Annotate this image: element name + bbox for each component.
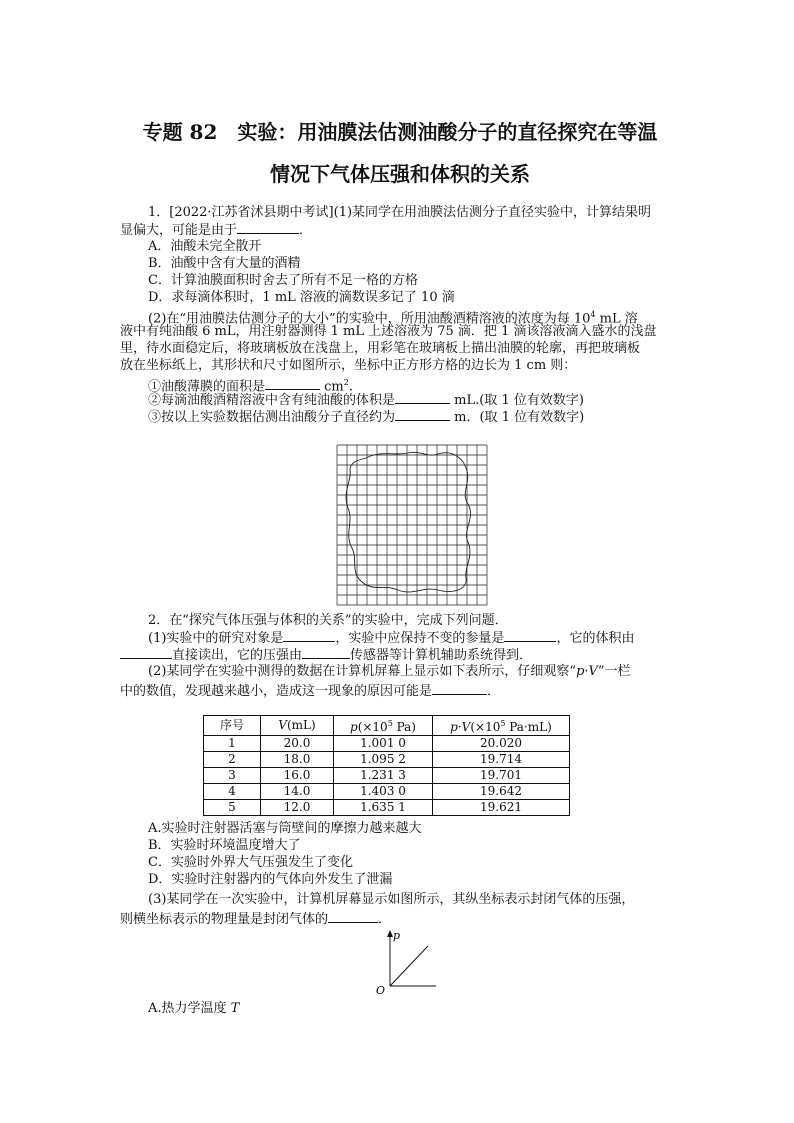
unit-part: (×10 bbox=[357, 720, 388, 734]
q2-line3-text: 直接读出，它的压强由 bbox=[172, 648, 303, 663]
q2-part3-line1: (3)某同学在一次实验中，计算机屏幕显示如图所示，其纵坐标表示封闭气体的压强， bbox=[148, 892, 635, 907]
unit-part: Pa·mL) bbox=[505, 720, 552, 734]
cell-pv: 19.714 bbox=[433, 752, 570, 768]
unit-ml: (mL) bbox=[286, 718, 316, 732]
q1-sub2 bbox=[148, 391, 680, 409]
cell-volume: 20.0 bbox=[261, 736, 334, 752]
superscript: 4 bbox=[590, 310, 596, 319]
cell-index: 2 bbox=[204, 752, 261, 768]
answer-blank[interactable] bbox=[120, 646, 172, 659]
q2-line3-end: 传感器等计算机辅助系统得到． bbox=[350, 648, 533, 663]
table-row bbox=[204, 768, 570, 784]
q2-line3 bbox=[120, 646, 680, 664]
q1-option-d: D．求每滴体积时，1 mL 溶液的滴数误多记了 10 滴 bbox=[148, 290, 455, 305]
superscript: 2 bbox=[343, 378, 349, 387]
q2-line5 bbox=[120, 682, 680, 700]
page-title-line1: 专题 82 实验：用油膜法估测油酸分子的直径探究在等温 bbox=[142, 120, 658, 144]
pressure-volume-table bbox=[203, 715, 570, 816]
answer-blank[interactable] bbox=[328, 910, 378, 923]
cell-index: 3 bbox=[204, 768, 261, 784]
superscript: 5 bbox=[500, 719, 506, 728]
cell-pv: 19.701 bbox=[433, 768, 570, 784]
sub2-text: ②每滴油酸酒精溶液中含有纯油酸的体积是 bbox=[148, 393, 396, 408]
answer-blank[interactable] bbox=[395, 408, 450, 421]
symbol-t: T bbox=[230, 1001, 240, 1016]
oil-film-outline bbox=[346, 452, 470, 592]
origin-label: O bbox=[376, 984, 386, 996]
cell-volume: 16.0 bbox=[261, 768, 334, 784]
q2-part3-end: ． bbox=[378, 912, 392, 927]
q2-option-d: D．实验时注射器内的气体向外发生了泄漏 bbox=[148, 872, 393, 887]
cell-pressure: 1.231 3 bbox=[334, 768, 433, 784]
grid-lines bbox=[337, 445, 487, 605]
superscript: 5 bbox=[387, 719, 393, 728]
answer-blank[interactable] bbox=[302, 646, 350, 659]
cell-volume: 18.0 bbox=[261, 752, 334, 768]
q2-line4-text: (2)某同学在实验中测得的数据在计算机屏幕上显示如下表所示，仔细观察“ bbox=[148, 664, 577, 679]
q1-option-c: C．计算油膜面积时舍去了所有不足一格的方格 bbox=[148, 273, 418, 288]
cell-volume: 14.0 bbox=[261, 784, 334, 800]
unit-part: (×10 bbox=[470, 720, 501, 734]
symbol-pv: p·V bbox=[450, 720, 471, 734]
q2-line2 bbox=[148, 629, 680, 647]
cell-index: 4 bbox=[204, 784, 261, 800]
q2-line2-end: ，它的体积由 bbox=[556, 631, 635, 646]
proportional-line bbox=[390, 946, 428, 986]
q2-line2-mid: ，实验中应保持不变的参量是 bbox=[335, 631, 505, 646]
answer-blank[interactable] bbox=[432, 682, 487, 695]
cell-pressure: 1.095 2 bbox=[334, 752, 433, 768]
cell-index: 5 bbox=[204, 800, 261, 816]
table-header-row bbox=[204, 716, 570, 736]
q1-line2-end: ． bbox=[299, 223, 313, 238]
q2-line5-end: ． bbox=[487, 684, 501, 699]
symbol-p: p bbox=[350, 720, 358, 734]
table-row bbox=[204, 800, 570, 816]
q2-option-c: C．实验时外界大气压强发生了变化 bbox=[148, 855, 353, 870]
q1-part2-line4: 放在坐标纸上，其形状和尺寸如图所示，坐标中正方形方格的边长为 1 cm 则： bbox=[120, 358, 577, 373]
unit: cm bbox=[324, 379, 344, 395]
sub1-text: ①油酸薄膜的面积是 bbox=[148, 379, 266, 395]
q1-part2-line3: 里，待水面稳定后，将玻璃板放在浅盘上，用彩笔在玻璃板上描出油膜的轮廓，再把玻璃板 bbox=[120, 341, 641, 356]
answer-blank[interactable] bbox=[237, 221, 299, 234]
cell-index: 1 bbox=[204, 736, 261, 752]
q1-part2-line2: 液中有纯油酸 6 mL，用注射器测得 1 mL 上述溶液为 75 滴．把 1 滴该溶液滴入盛水的浅盘 bbox=[120, 324, 657, 339]
q1-line2-text: 显偏大，可能是由于 bbox=[120, 223, 238, 238]
q1-line2 bbox=[120, 221, 680, 239]
cell-volume: 12.0 bbox=[261, 800, 334, 816]
header-volume bbox=[261, 716, 334, 736]
unit-part: Pa) bbox=[392, 720, 416, 734]
q2-option-b: B．实验时环境温度增大了 bbox=[148, 838, 301, 853]
sub3-end: m．(取 1 位有效数字) bbox=[454, 410, 585, 425]
page-title-line2: 情况下气体压强和体积的关系 bbox=[270, 162, 530, 186]
q1-line1: 1．[2022·江苏省沭县期中考试](1)某同学在用油膜法估测分子直径实验中，计算结果明 bbox=[148, 205, 652, 220]
table-row bbox=[204, 784, 570, 800]
period: . bbox=[348, 379, 353, 395]
oil-film-grid-figure bbox=[336, 444, 488, 606]
q2-line5-text: 中的数值，发现越来越小，造成这一现象的原因可能是 bbox=[120, 684, 433, 699]
header-pressure bbox=[334, 716, 433, 736]
cell-pressure: 1.001 0 bbox=[334, 736, 433, 752]
cell-pv: 20.020 bbox=[433, 736, 570, 752]
answer-a-text: A.热力学温度 bbox=[148, 1001, 231, 1016]
sub2-end: mL.(取 1 位有效数字) bbox=[454, 393, 584, 408]
q1-part2-text: (2)在“用油膜法估测分子的大小”的实验中，所用油酸酒精溶液的浓度为每 10 bbox=[148, 311, 591, 327]
q2-line2-text: (1)实验中的研究对象是 bbox=[148, 631, 284, 646]
q2-part3-text: 则横坐标表示的物理量是封闭气体的 bbox=[120, 912, 329, 927]
q1-option-b: B．油酸中含有大量的酒精 bbox=[148, 256, 301, 271]
q2-line4-end: ”一栏 bbox=[597, 664, 631, 679]
cell-pv: 19.642 bbox=[433, 784, 570, 800]
q2-line1: 2．在“探究气体压强与体积的关系”的实验中，完成下列问题． bbox=[148, 613, 508, 628]
table-row bbox=[204, 752, 570, 768]
cell-pressure: 1.403 0 bbox=[334, 784, 433, 800]
q2-line4 bbox=[148, 663, 680, 680]
table-row bbox=[204, 736, 570, 752]
header-pv bbox=[433, 716, 570, 736]
q1-option-a: A．油酸未完全散开 bbox=[148, 239, 262, 254]
sub3-text: ③按以上实验数据估测出油酸分子直径约为 bbox=[148, 410, 396, 425]
cell-pressure: 1.635 1 bbox=[334, 800, 433, 816]
header-index: 序号 bbox=[204, 716, 261, 736]
q2-answer-a bbox=[148, 1000, 680, 1017]
q2-option-a: A.实验时注射器活塞与筒壁间的摩擦力越来越大 bbox=[148, 821, 422, 836]
pv-symbol: p·V bbox=[576, 664, 598, 679]
q1-sub3 bbox=[148, 408, 680, 426]
answer-blank[interactable] bbox=[265, 377, 320, 390]
answer-blank[interactable] bbox=[395, 391, 450, 404]
pressure-graph bbox=[370, 926, 440, 996]
cell-pv: 19.621 bbox=[433, 800, 570, 816]
answer-blank[interactable] bbox=[504, 629, 556, 642]
symbol-v: V bbox=[278, 718, 287, 732]
axis-label-p: p bbox=[393, 929, 401, 942]
q1-part2-text-end: mL 溶 bbox=[595, 311, 638, 327]
answer-blank[interactable] bbox=[283, 629, 335, 642]
